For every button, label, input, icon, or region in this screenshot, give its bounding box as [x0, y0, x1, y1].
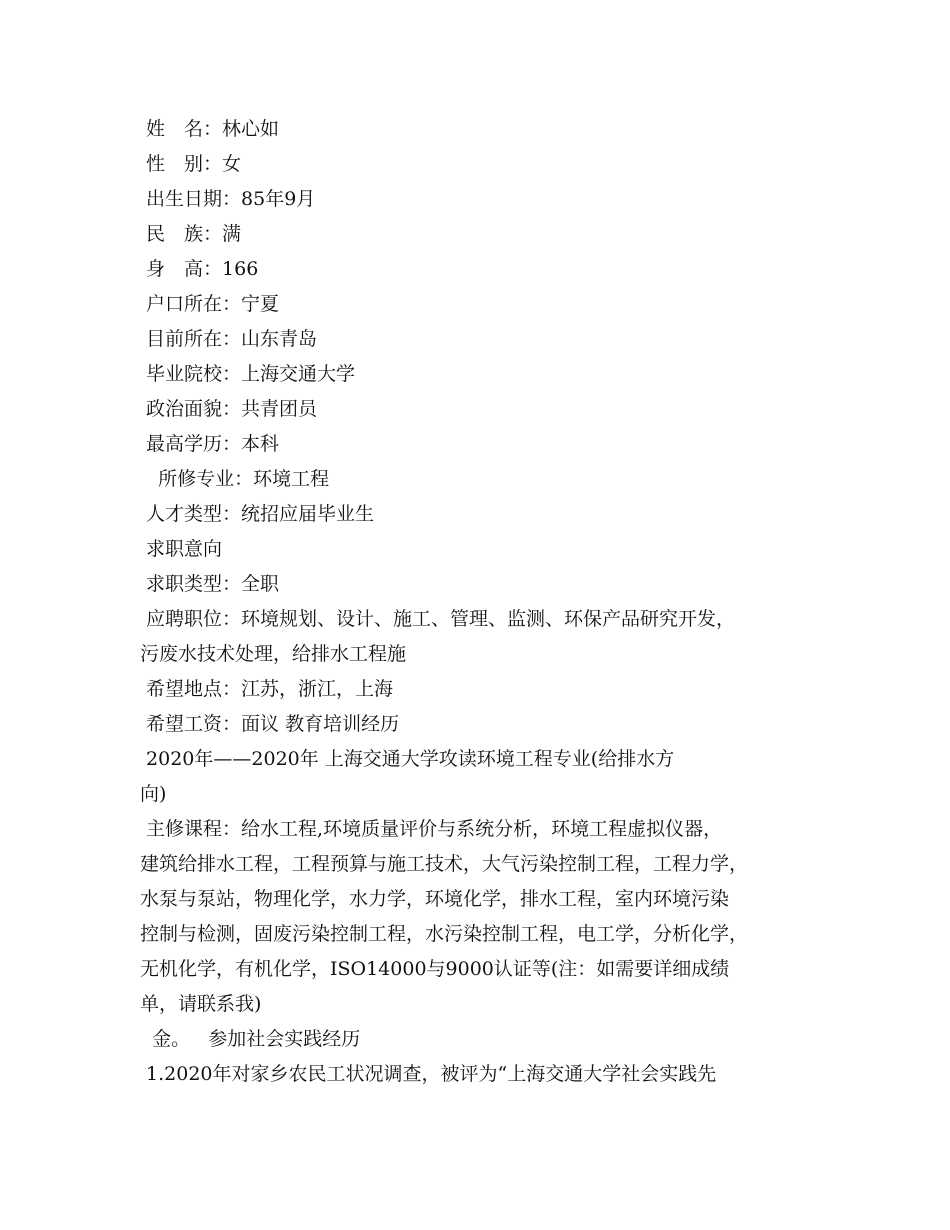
courses-line-2: 建筑给排水工程，工程预算与施工技术，大气污染控制工程，工程力学，: [140, 853, 749, 875]
education-entry-cont: 向): [140, 783, 167, 805]
resume-text: [140, 112, 830, 1092]
field-name: 姓 名：林心如: [140, 118, 280, 140]
field-height: 身 高：166: [140, 258, 259, 280]
courses-line-5: 无机化学，有机化学，ISO14000与9000认证等(注：如需要详细成绩: [140, 958, 730, 980]
practice-item-1: 1.2020年对家乡农民工状况调查，被评为“上海交通大学社会实践先: [140, 1063, 717, 1085]
courses-line-6: 单，请联系我): [140, 993, 262, 1015]
field-gender: 性 别：女: [140, 153, 242, 175]
section-job-intention: 求职意向: [140, 538, 223, 560]
field-birth-date: 出生日期：85年9月: [140, 188, 316, 210]
field-household-registration: 户口所在：宁夏: [140, 293, 280, 315]
field-major: 所修专业：环境工程: [140, 468, 330, 490]
field-position: 应聘职位：环境规划、设计、施工、管理、监测、环保产品研究开发，: [140, 608, 736, 630]
field-position-cont: 污废水技术处理，给排水工程施: [140, 643, 407, 665]
education-entry: 2020年——2020年 上海交通大学攻读环境工程专业(给排水方: [140, 748, 675, 770]
field-ethnicity: 民 族：满: [140, 223, 242, 245]
field-current-location: 目前所在：山东青岛: [140, 328, 318, 350]
courses-line-1: 主修课程：给水工程,环境质量评价与系统分析，环境工程虚拟仪器，: [140, 818, 723, 840]
field-salary: 希望工资：面议 教育培训经历: [140, 713, 400, 735]
field-school: 毕业院校：上海交通大学: [140, 363, 356, 385]
courses-line-3: 水泵与泵站，物理化学，水力学，环境化学，排水工程，室内环境污染: [140, 888, 730, 910]
section-social-practice: 金。 参加社会实践经历: [140, 1028, 361, 1050]
field-political-status: 政治面貌：共青团员: [140, 398, 318, 420]
courses-line-4: 控制与检测，固废污染控制工程，水污染控制工程，电工学，分析化学，: [140, 923, 749, 945]
field-job-type: 求职类型：全职: [140, 573, 280, 595]
field-education: 最高学历：本科: [140, 433, 280, 455]
field-location: 希望地点：江苏，浙江，上海: [140, 678, 394, 700]
field-talent-type: 人才类型：统招应届毕业生: [140, 503, 375, 525]
